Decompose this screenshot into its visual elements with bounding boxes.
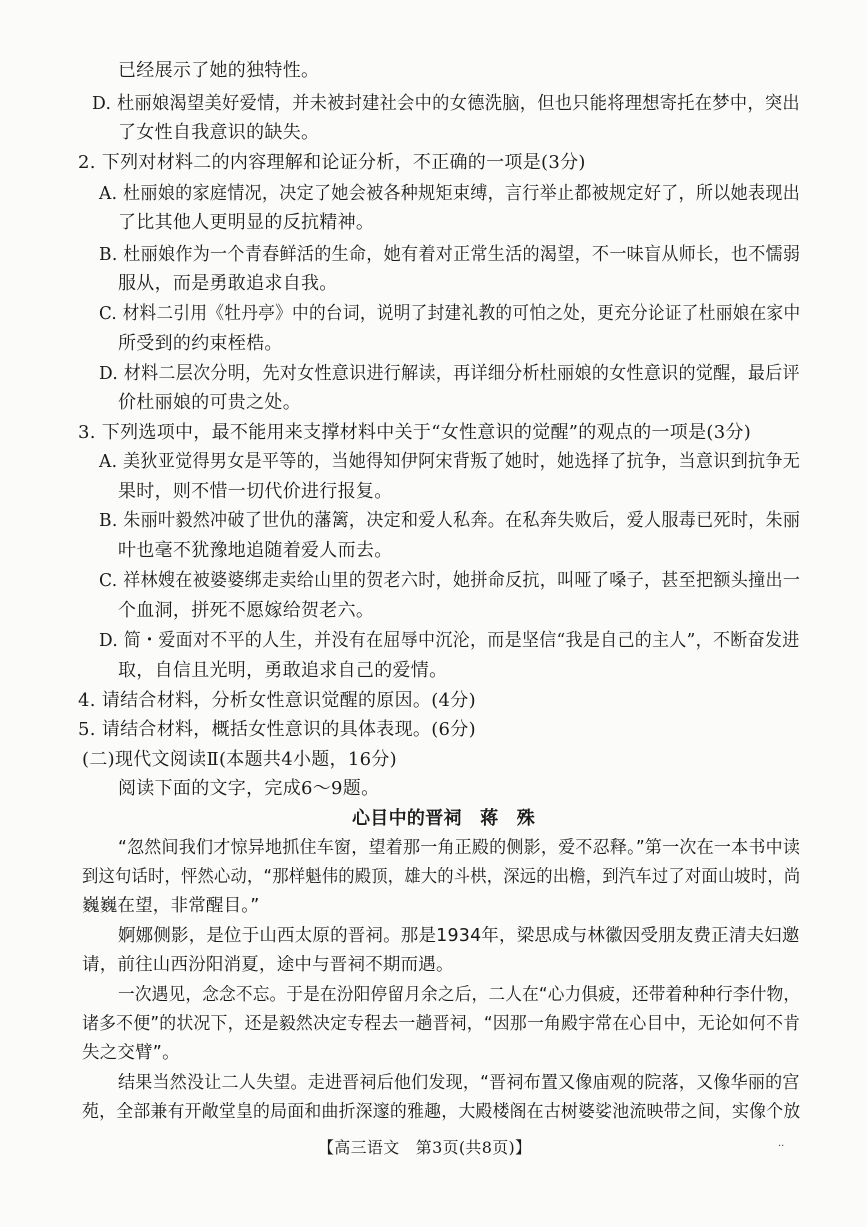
q5-stem: 5. 请结合材料，概括女性意识的具体表现。(6分) [78,719,476,740]
passage-p3-line2: 诸多不便”的状况下，还是毅然决定专程去一趟晋祠，“因那一角殿宇常在心目中，无论如何不肯 [82,1014,801,1034]
q2-option-a-line2: 了比其他人更明显的反抗精神。 [118,212,375,233]
q3-option-d-line2: 取，自信且光明，勇敢追求自己的爱情。 [118,660,448,681]
passage-p2-line1: 婀娜侧影，是位于山西太原的晋祠。那是1934年，梁思成与林徽因受朋友费正清夫妇邀 [118,926,800,946]
q2-option-c-line2: 所受到的约束桎梏。 [118,333,283,354]
passage-p3-line3: 失之交臂”。 [82,1043,180,1063]
q3-option-b-line2: 叶也毫不犹豫地追随着爱人而去。 [118,540,393,561]
q3-option-c-line2: 个血洞，拼死不愿嫁给贺老六。 [118,600,375,621]
q2-option-b-line1: B. 杜丽娘作为一个青春鲜活的生命，她有着对正常生活的渴望，不一味盲从师长，也不懦弱 [99,244,801,265]
q3-option-a-line1: A. 美狄亚觉得男女是平等的，当她得知伊阿宋背叛了她时，她选择了抗争，当意识到抗争无 [99,451,801,472]
passage-title: 心目中的晋祠 蒋 殊 [352,808,535,829]
q1-option-d-line2: 了女性自我意识的缺失。 [118,122,320,143]
passage-p1-line3: 巍巍在望，非常醒目。” [82,896,260,916]
page-footer: 【高三语文 第3页(共8页)】 [318,1138,532,1157]
section-instruction: 阅读下面的文字，完成6～9题。 [118,778,380,799]
passage-p2-line2: 请，前往山西汾阳消夏，途中与晋祠不期而遇。 [82,955,454,975]
q3-option-c-line1: C. 祥林嫂在被婆婆绑走卖给山里的贺老六时，她拼命反抗，叫哑了嗓子，甚至把额头撞出一 [99,570,801,591]
q2-option-a-line1: A. 杜丽娘的家庭情况，决定了她会被各种规矩束缚，言行举止都被规定好了，所以她表现出 [99,183,801,204]
passage-p4-line1: 结果当然没让二人失望。走进晋祠后他们发现，“晋祠布置又像庙观的院落，又像华丽的宫 [118,1073,800,1093]
q1-option-d-line1: D. 杜丽娘渴望美好爱情，并未被封建社会中的女德洗脑，但也只能将理想寄托在梦中，突出 [92,93,800,114]
q1-continuation: 已经展示了她的独特性。 [118,60,320,81]
q3-option-a-line2: 果时，则不惜一切代价进行报复。 [118,481,393,502]
passage-p1-line1: “忽然间我们才惊异地抓住车窗，望着那一角正殿的侧影，爱不忍释。”第一次在一本书中读 [118,838,801,858]
section-heading: (二)现代文阅读Ⅱ(本题共4小题，16分) [82,749,397,770]
q2-option-b-line2: 服从，而是勇敢追求自我。 [118,273,338,294]
passage-p4-line2: 苑，全部兼有开敞堂皇的局面和曲折深邃的雅趣，大殿楼阁在古树婆娑池流映带之间，实像个放 [82,1102,801,1122]
q2-stem: 2. 下列对材料二的内容理解和论证分析，不正确的一项是(3分) [78,152,586,173]
q3-stem: 3. 下列选项中，最不能用来支撑材料中关于“女性意识的觉醒”的观点的一项是(3分) [78,422,752,443]
q2-option-d-line1: D. 材料二层次分明，先对女性意识进行解读，再详细分析杜丽娘的女性意识的觉醒，最后评 [99,363,800,384]
corner-mark: .. [778,1138,785,1149]
passage-p3-line1: 一次遇见，念念不忘。于是在汾阳停留月余之后，二人在“心力俱疲，还带着种种行李什物， [118,985,801,1005]
q3-option-d-line1: D. 简・爱面对不平的人生，并没有在屈辱中沉沦，而是坚信“我是自己的主人”，不断奋发进 [99,630,800,651]
q2-option-c-line1: C. 材料二引用《牡丹亭》中的台词，说明了封建礼教的可怕之处，更充分论证了杜丽娘在家中 [99,303,801,324]
passage-p1-line2: 到这句话时，怦然心动，“那样魁伟的殿顶，雄大的斗栱，深远的出檐，到汽车过了对面山坡时，尚 [82,867,801,887]
q4-stem: 4. 请结合材料，分析女性意识觉醒的原因。(4分) [78,690,476,711]
q3-option-b-line1: B. 朱丽叶毅然冲破了世仇的藩篱，决定和爱人私奔。在私奔失败后，爱人服毒已死时，朱丽 [99,510,801,531]
q2-option-d-line2: 价杜丽娘的可贵之处。 [118,392,301,413]
